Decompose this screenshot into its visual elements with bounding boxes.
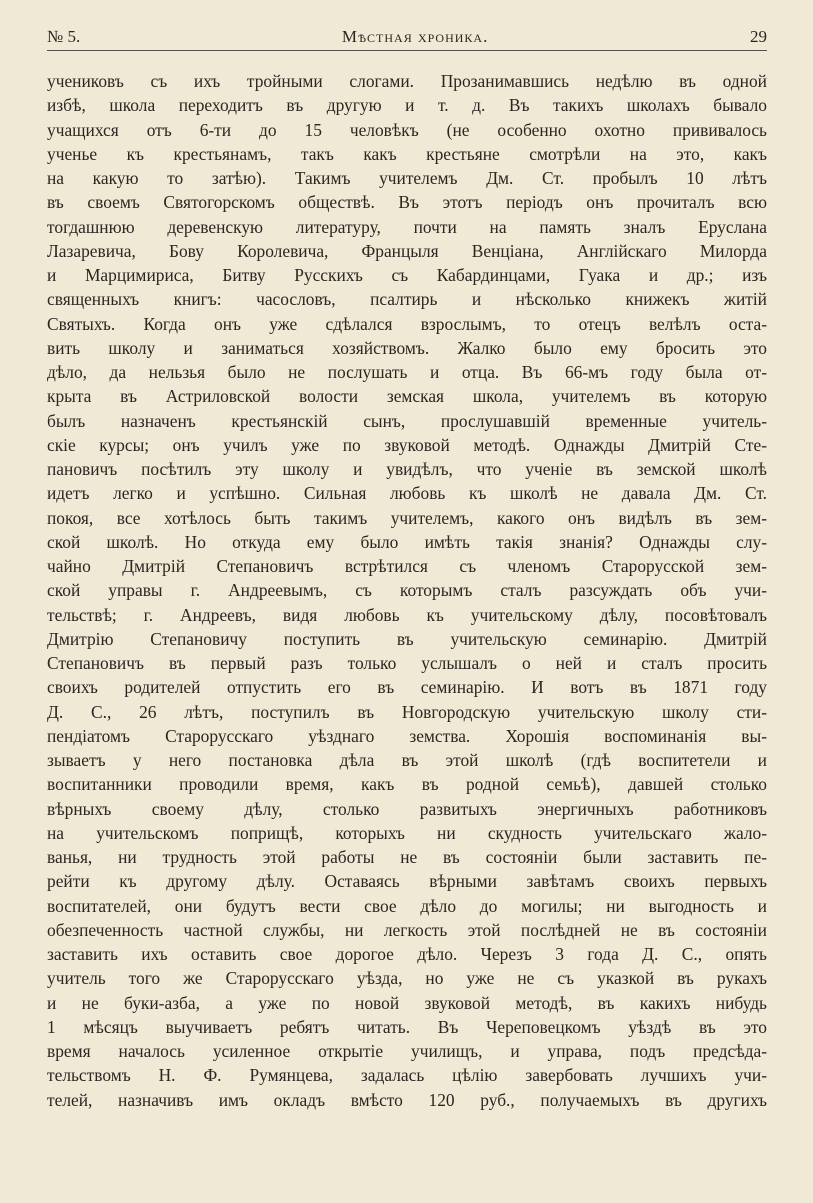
text-line: тельствомъ Н. Ф. Румянцева, задалась цѣлію завербовать лучшихъ учи- bbox=[47, 1065, 767, 1086]
text-line: въ своемъ Святогорскомъ обществѣ. Въ этотъ періодъ онъ прочиталъ всю bbox=[47, 192, 767, 213]
text-line: скіе курсы; онъ училъ уже по звуковой методѣ. Однажды Дмитрій Сте- bbox=[47, 434, 767, 455]
text-line: время началось усиленное открытіе училищъ, и управа, подъ предсѣда- bbox=[47, 1041, 767, 1061]
text-line: и Марцимириса, Битву Русскихъ съ Кабардинцами, Гуака и др.; изъ bbox=[47, 265, 767, 285]
text-line: былъ назначенъ крестьянскій сынъ, прослушавшій временные учитель- bbox=[47, 410, 767, 431]
text-line: учениковъ съ ихъ тройными слогами. Прозанимавшись недѣлю въ одной bbox=[47, 71, 767, 91]
text-line: 1 мѣсяцъ выучиваетъ ребятъ читать. Въ Череповецкомъ уѣздѣ въ это bbox=[47, 1016, 767, 1037]
text-line: воспитанники проводили время, какъ въ родной семьѣ), давшей столько bbox=[47, 774, 767, 795]
text-line: крыта въ Астриловской волости земская школа, учителемъ въ которую bbox=[47, 386, 767, 407]
text-line: воспитателей, они будутъ вести свое дѣло до могилы; ни выгодность и bbox=[47, 895, 767, 916]
text-line: на какую то затѣю). Такимъ учителемъ Дм. Ст. пробылъ 10 лѣтъ bbox=[47, 168, 767, 188]
text-line: Степановичъ въ первый разъ только услышалъ о ней и сталъ просить bbox=[47, 653, 767, 673]
text-line: учитель того же Старорусскаго уѣзда, но уже не съ указкой въ рукахъ bbox=[47, 968, 767, 989]
text-line: рейти къ другому дѣлу. Оставаясь вѣрными завѣтамъ своихъ первыхъ bbox=[47, 871, 767, 892]
text-line: обезпеченность частной службы, ни легкость этой послѣдней не въ состояніи bbox=[47, 919, 767, 940]
text-line: учащихся отъ 6-ти до 15 человѣкъ (не особенно охотно прививалось bbox=[47, 119, 767, 140]
text-line: священныхъ книгъ: часословъ, псалтирь и нѣсколько книжекъ житій bbox=[47, 289, 767, 310]
text-line: телей, назначивъ имъ окладъ вмѣсто 120 руб., получаемыхъ въ другихъ bbox=[47, 1089, 767, 1110]
text-line: пендіатомъ Старорусскаго уѣзднаго земства. Хорошія воспоминанія вы- bbox=[47, 725, 767, 746]
text-line: ской школѣ. Но откуда ему было имѣть такія знанія? Однажды слу- bbox=[47, 531, 767, 552]
text-line: Д. С., 26 лѣтъ, поступилъ въ Новгородскую учительскую школу сти- bbox=[47, 701, 767, 722]
issue-number: № 5. bbox=[47, 27, 81, 46]
text-line: идетъ легко и успѣшно. Сильная любовь къ школѣ не давала Дм. Ст. bbox=[47, 483, 767, 504]
text-line: пановичъ посѣтилъ эту школу и увидѣлъ, что ученіе въ земской школѣ bbox=[47, 459, 767, 479]
section-title: Мѣстная хроника. bbox=[341, 27, 489, 46]
page-header bbox=[47, 24, 767, 51]
text-line: вить школу и заниматься хозяйствомъ. Жалко было ему бросить это bbox=[47, 337, 767, 358]
page-number: 29 bbox=[749, 27, 767, 46]
text-line: зываетъ у него постановка дѣла въ этой школѣ (гдѣ воспитетели и bbox=[47, 750, 767, 770]
text-line: чайно Дмитрій Степановичъ встрѣтился съ членомъ Старорусской зем- bbox=[47, 556, 767, 576]
text-line: Дмитрію Степановичу поступить въ учительскую семинарію. Дмитрій bbox=[47, 628, 767, 649]
text-line: на учительскомъ поприщѣ, которыхъ ни скудность учительскаго жало- bbox=[47, 822, 767, 843]
text-line: ученье къ крестьянамъ, такъ какъ крестьяне смотрѣли на это, какъ bbox=[47, 143, 767, 164]
text-line: ской управы г. Андреевымъ, съ которымъ сталъ разсуждать объ учи- bbox=[47, 580, 767, 601]
text-line: своихъ родителей отпустить его въ семинарію. И вотъ въ 1871 году bbox=[47, 677, 767, 698]
text-line: вѣрныхъ своему дѣлу, столько развитыхъ энергичныхъ работниковъ bbox=[47, 798, 767, 819]
text-line: ванья, ни трудность этой работы не въ состояніи были заставить пе- bbox=[47, 847, 767, 867]
text-line: тельствѣ; г. Андреевъ, видя любовь къ учительскому дѣлу, посовѣтовалъ bbox=[47, 604, 767, 625]
text-line: Святыхъ. Когда онъ уже сдѣлался взрослымъ, то отецъ велѣлъ оста- bbox=[47, 313, 767, 334]
text-line: заставить ихъ оставить свое дорогое дѣло. Черезъ 3 года Д. С., опять bbox=[47, 944, 767, 964]
text-line: покоя, все хотѣлось быть такимъ учителемъ, какого онъ видѣлъ въ зем- bbox=[47, 507, 767, 528]
text-line: тогдашнюю деревенскую литературу, почти на память зналъ Еруслана bbox=[47, 216, 767, 237]
text-line: Лазаревича, Бову Королевича, Францыля Венціана, Англійскаго Милорда bbox=[47, 240, 767, 261]
text-line: и не буки-азба, а уже по новой звуковой методѣ, въ какихъ нибудь bbox=[47, 992, 767, 1013]
text-line: избѣ, школа переходитъ въ другую и т. д. Въ такихъ школахъ бывало bbox=[47, 95, 767, 116]
text-line: дѣло, да нельзья было не послушать и отца. Въ 66-мъ году была от- bbox=[47, 362, 767, 382]
article-body bbox=[47, 69, 767, 1112]
